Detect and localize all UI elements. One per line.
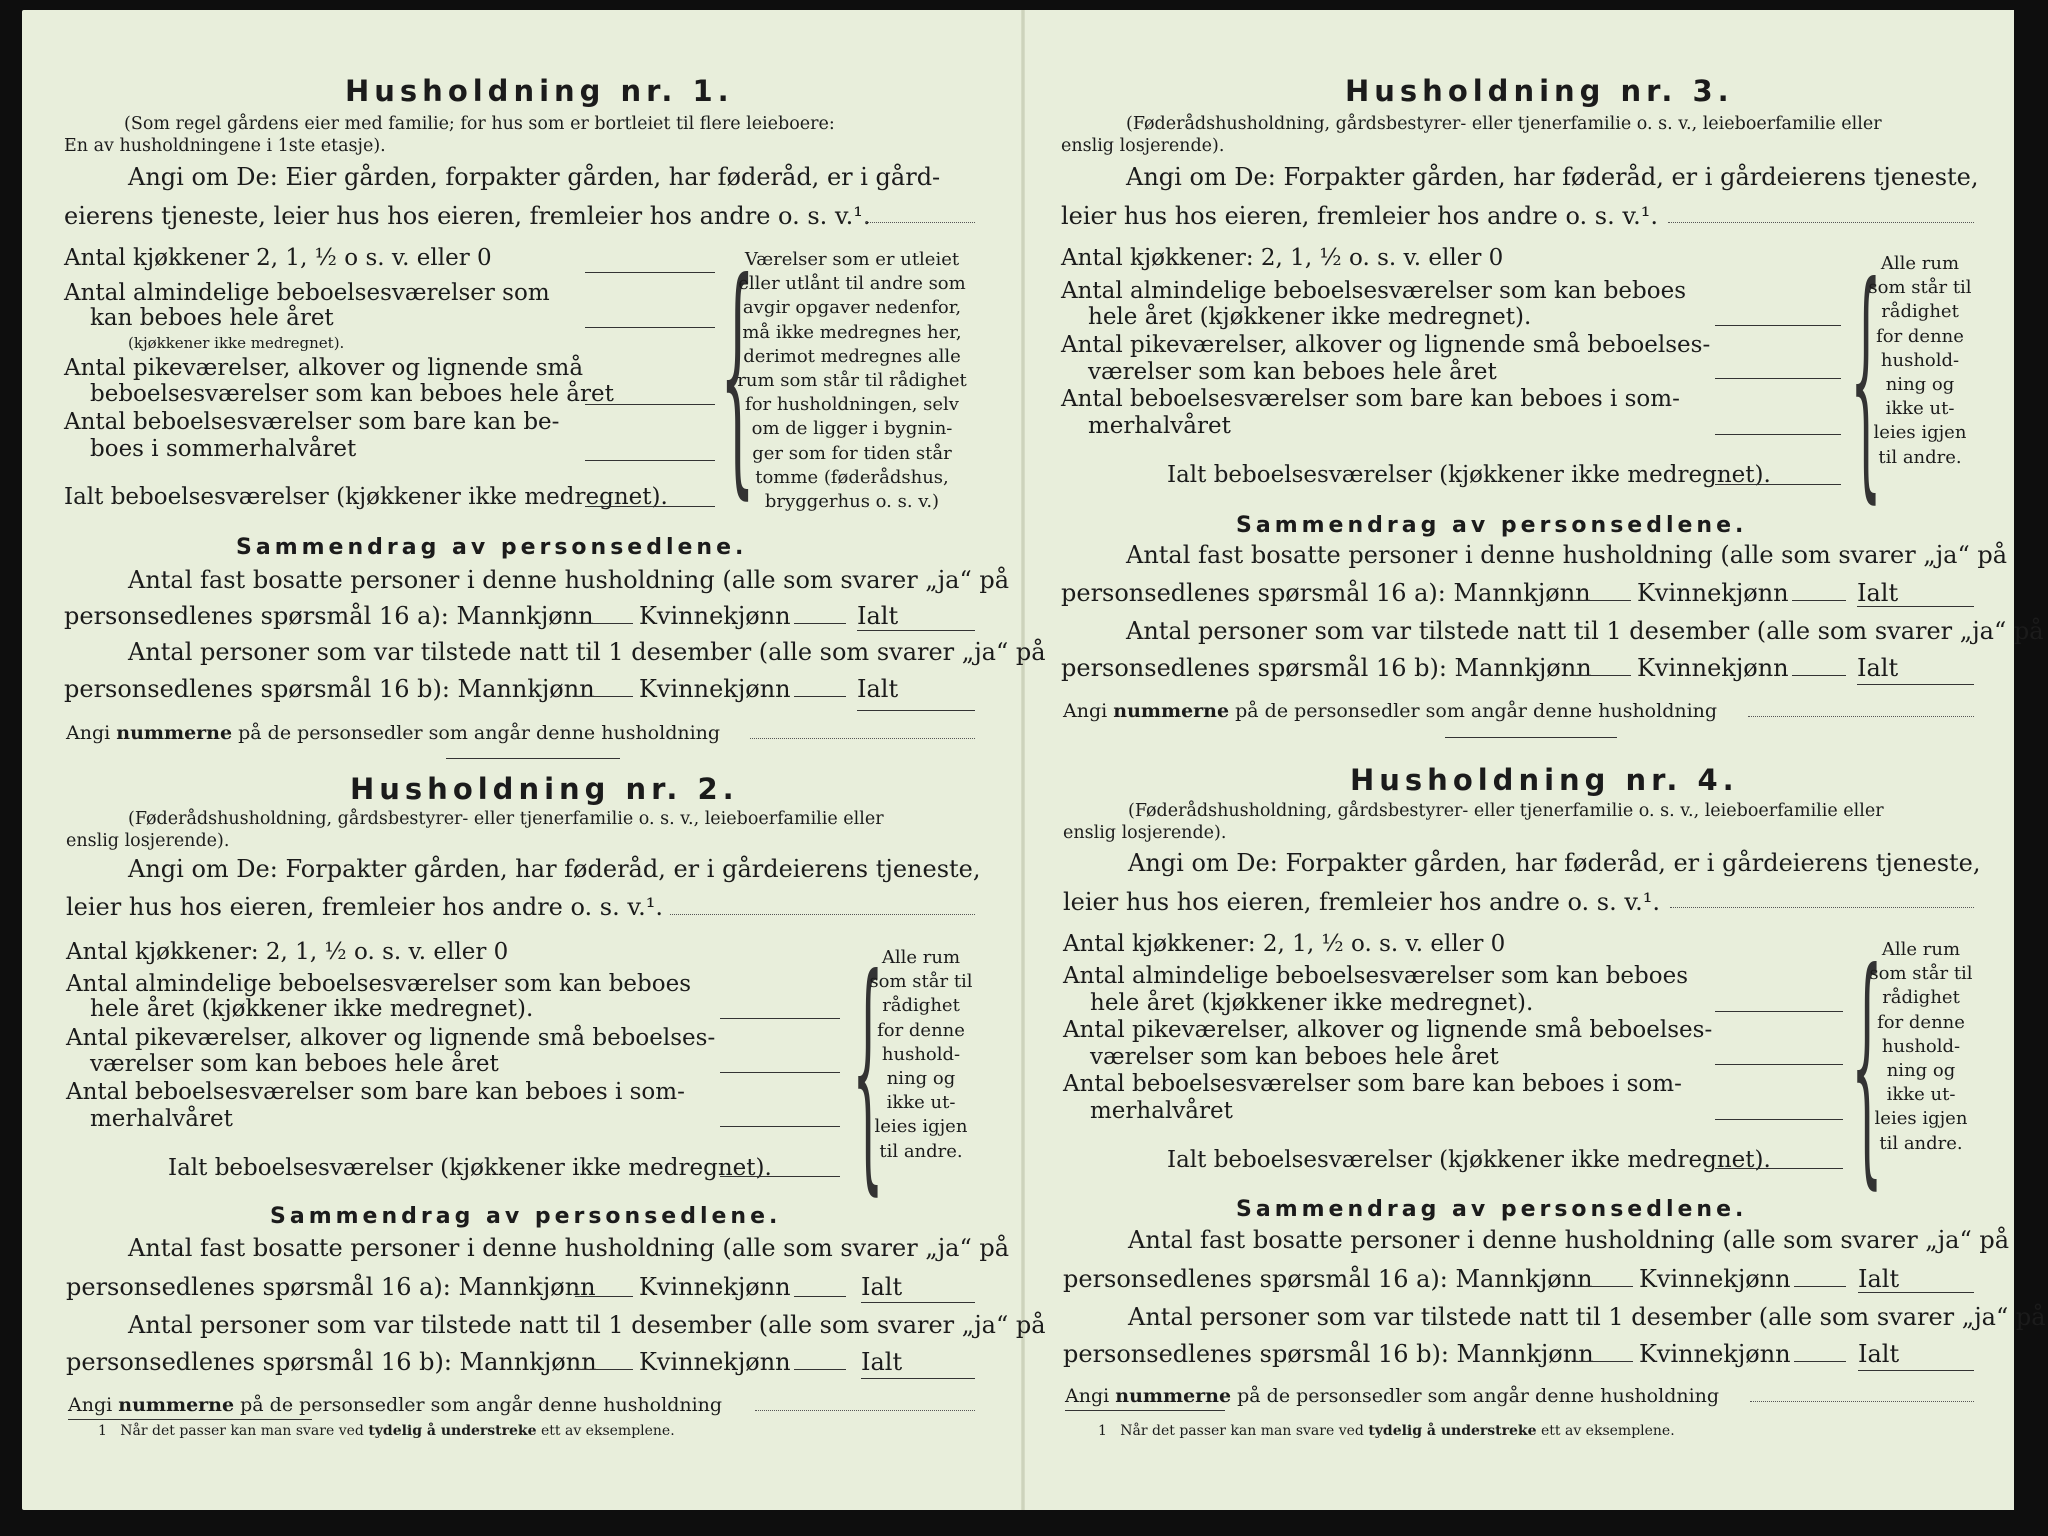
household-3-total-field[interactable] [1715,484,1841,485]
note-line: ning og [1886,1060,1956,1082]
household-3-summary-title: Sammendrag av personsedlene. [1236,513,1748,538]
household-1-kvinne-label-2: Kvinnekjønn [639,675,791,703]
note-line: om de ligger i bygnin- [751,418,953,440]
household-2-note [866,946,976,1164]
household-2-numbers-field[interactable] [755,1410,975,1411]
household-3-intro-cont: enslig losjerende). [1061,136,1225,156]
household-1-kitchens-label: Antal kjøkkener 2, 1, ½ o s. v. eller 0 [64,245,492,271]
household-4-maids-label: Antal pikeværelser, alkover og lignende små beboelses- [1063,1017,1713,1043]
household-2-kvinne-label-2: Kvinnekjønn [639,1348,791,1376]
household-2-footnote-rule [68,1419,312,1420]
household-4-present-male-field[interactable] [1575,1361,1633,1362]
household-2-title: Husholdning nr. 2. [350,772,739,806]
household-2-present-line1: Antal personer som var tilstede natt til 1 desember (alle som svarer „ja“ på [128,1311,1046,1339]
household-1-summer-label-cont: boes i sommerhalvåret [90,436,357,462]
household-1-intro: (Som regel gårdens eier med familie; for hus som er bortleiet til flere leieboere: [124,114,835,134]
household-2-ialt-label: Ialt [861,1273,903,1301]
household-3-present-female-field[interactable] [1792,675,1846,676]
angi-bold-text: nummerne [1115,1385,1232,1407]
household-1-present-line2: personsedlenes spørsmål 16 b): Mannkjønn [64,675,595,703]
household-2-kvinne-label: Kvinnekjønn [639,1273,791,1301]
household-2-present-line2: personsedlenes spørsmål 16 b): Mannkjønn [66,1348,597,1376]
note-line: for denne [1877,1011,1965,1033]
household-4-present-line1: Antal personer som var tilstede natt til 1 desember (alle som svarer „ja“ på [1128,1303,2046,1331]
household-1-present-line1: Antal personer som var tilstede natt til 1 desember (alle som svarer „ja“ på [128,638,1046,666]
household-1-ordinary-label-cont: kan beboes hele året [90,305,334,331]
household-3-angi-answer-line[interactable] [1668,222,1974,223]
household-4-kvinne-label-2: Kvinnekjønn [1639,1340,1791,1368]
angi-bold-text: nummerne [116,722,233,744]
note-line: Alle rum [881,947,961,968]
note-line: Alle rum [1881,939,1961,960]
footnote-marker: 1 [98,1423,107,1439]
household-1-fast-male-field[interactable] [575,623,633,624]
household-1-intro-cont: En av husholdningene i 1ste etasje). [64,136,386,156]
note-line: Alle rum [1880,253,1960,274]
household-4-summer-field[interactable] [1715,1119,1843,1120]
household-3-fast-line1: Antal fast bosatte personer i denne husholdning (alle som svarer „ja“ på [1126,541,2008,569]
note-line: leies igjen [1874,1108,1968,1130]
household-2-summer-field[interactable] [720,1126,840,1127]
household-1-total-field[interactable] [585,506,715,507]
household-3-present-male-field[interactable] [1573,675,1631,676]
note-line: tomme (føderådshus, [755,466,949,488]
household-4-present-line2: personsedlenes spørsmål 16 b): Mannkjønn [1063,1340,1594,1368]
household-2-fast-male-field[interactable] [575,1296,633,1297]
household-1-ialt-label: Ialt [857,602,899,630]
household-3-ordinary-label-cont: hele året (kjøkkener ikke medregnet). [1088,304,1532,330]
household-2-maids-label: Antal pikeværelser, alkover og lignende små beboelses- [66,1025,716,1051]
household-1-fast-line1: Antal fast bosatte personer i denne husholdning (alle som svarer „ja“ på [128,566,1010,594]
household-1-present-total-field[interactable] [857,710,975,711]
note-line: rådighet [1881,301,1959,323]
household-2-intro: (Føderådshusholdning, gårdsbestyrer- eller tjenerfamilie o. s. v., leieboerfamilie eller [128,809,884,829]
footnote-bold-text: tydelig å understreke [1368,1423,1537,1439]
note-line: ning og [1885,374,1955,396]
household-2-present-total-field[interactable] [861,1378,975,1379]
household-4-numbers-field[interactable] [1750,1401,1974,1402]
household-1-maids-label: Antal pikeværelser, alkover og lignende små [64,355,584,381]
household-3-ordinary-label: Antal almindelige beboelsesværelser som kan beboes [1061,278,1687,304]
household-2-angi-line1: Angi om De: Forpakter gården, har føderåd, er i gårdeierens tjeneste, [128,855,981,883]
footnote-marker: 1 [1098,1423,1107,1439]
household-4-ialt-label-2: Ialt [1858,1340,1900,1368]
footnote-bold-text: tydelig å understreke [368,1423,537,1439]
angi-text: Angi [68,1394,113,1416]
household-1-angi-line1: Angi om De: Eier gården, forpakter gården, har føderåd, er i gård- [128,163,941,191]
household-1-ordinary-label: Antal almindelige beboelsesværelser som [64,280,550,306]
household-2-angi-answer-line[interactable] [670,914,975,915]
angi-text: Angi [1063,700,1108,722]
household-2-summer-label: Antal beboelsesværelser som bare kan beboes i som- [66,1079,685,1105]
household-4-maids-field[interactable] [1715,1064,1843,1065]
household-2-fast-line1: Antal fast bosatte personer i denne husholdning (alle som svarer „ja“ på [128,1234,1010,1262]
household-3-summer-label: Antal beboelsesværelser som bare kan beboes i som- [1061,386,1680,412]
household-3-summer-label-cont: merhalvåret [1088,413,1231,439]
note-line: rum som står til rådighet [737,370,967,392]
household-4-angi-numbers [1065,1387,1719,1406]
household-4-summary-title: Sammendrag av personsedlene. [1236,1197,1748,1222]
angi-bold-text: nummerne [1113,700,1230,722]
household-2-fast-total-field[interactable] [861,1302,975,1303]
household-2-intro-cont: enslig losjerende). [66,831,230,851]
footnote-text: Når det passer kan man svare ved [1120,1423,1364,1439]
household-1-summer-label: Antal beboelsesværelser som bare kan be- [64,409,560,435]
household-3-ordinary-field[interactable] [1715,325,1841,326]
household-3-present-line1: Antal personer som var tilstede natt til 1 desember (alle som svarer „ja“ på [1126,617,2044,645]
household-1-angi-line2: eierens tjeneste, leier hus hos eieren, fremleier hos andre o. s. v.¹. [64,202,871,230]
household-4-angi-line2: leier hus hos eieren, fremleier hos andre o. s. v.¹. [1063,888,1660,916]
angi-text: på de personsedler som angår denne husholdning [240,1394,723,1416]
household-3-kitchens-label: Antal kjøkkener: 2, 1, ½ o. s. v. eller 0 [1061,245,1504,271]
household-3-angi-line2: leier hus hos eieren, fremleier hos andre o. s. v.¹. [1061,202,1658,230]
household-2-ordinary-label: Antal almindelige beboelsesværelser som kan beboes [66,971,692,997]
household-3-fast-female-field[interactable] [1792,600,1846,601]
household-1-fast-line2: personsedlenes spørsmål 16 a): Mannkjønn [64,602,594,630]
household-2-angi-numbers [68,1396,722,1415]
household-1-fast-female-field[interactable] [794,623,846,624]
footnote-text: ett av eksemplene. [1540,1423,1675,1439]
household-2-fast-female-field[interactable] [794,1296,846,1297]
household-3-ialt-label: Ialt [1857,579,1899,607]
household-2-summary-title: Sammendrag av personsedlene. [270,1204,782,1229]
household-1-brace: { [720,229,755,520]
household-3-ialt-label-2: Ialt [1857,654,1899,682]
note-line: til andre. [1878,446,1962,468]
household-1-fast-total-field[interactable] [857,630,975,631]
household-4-intro: (Føderådshusholdning, gårdsbestyrer- eller tjenerfamilie o. s. v., leieboerfamilie eller [1128,801,1884,821]
angi-text: på de personsedler som angår denne husholdning [1237,1385,1720,1407]
household-3-kvinne-label: Kvinnekjønn [1637,579,1789,607]
household-2-total-label: Ialt beboelsesværelser (kjøkkener ikke medregnet). [168,1155,772,1181]
note-line: ikke ut- [886,1092,956,1114]
note-line: som står til [1868,277,1972,299]
household-3-fast-line2: personsedlenes spørsmål 16 a): Mannkjønn [1061,579,1591,607]
note-line: Værelser som er utleiet [744,249,960,270]
household-1-angi-answer-line[interactable] [865,222,975,223]
household-3-fast-total-field[interactable] [1857,606,1974,607]
note-line: som står til [869,971,973,993]
angi-text: Angi [1065,1385,1110,1407]
note-line: rådighet [1882,987,1960,1009]
household-4-angi-answer-line[interactable] [1670,907,1974,908]
household-4-intro-cont: enslig losjerende). [1063,823,1227,843]
household-2-present-female-field[interactable] [794,1369,846,1370]
household-4-present-female-field[interactable] [1794,1361,1846,1362]
household-3-maids-field[interactable] [1715,378,1841,379]
household-2-total-field[interactable] [720,1176,840,1177]
note-line: for husholdningen, selv [745,394,959,416]
household-3-note [1865,252,1975,470]
household-2-summer-label-cont: merhalvåret [90,1106,233,1132]
household-4-fast-female-field[interactable] [1794,1286,1846,1287]
note-line: bryggerhus o. s. v.) [764,491,940,513]
household-4-brace: { [1851,919,1883,1210]
angi-bold-text: nummerne [118,1394,235,1416]
note-line: leies igjen [874,1116,968,1138]
note-line: leies igjen [1873,422,1967,444]
household-4-note [1866,938,1976,1156]
household-4-title: Husholdning nr. 4. [1350,763,1739,797]
note-line: til andre. [879,1140,963,1162]
household-2-ordinary-field[interactable] [720,1018,840,1019]
household-1-kitchens-field[interactable] [585,272,715,273]
household-4-maids-label-cont: værelser som kan beboes hele året [1090,1044,1499,1070]
angi-text: Angi [66,722,111,744]
household-1-summer-field[interactable] [585,460,715,461]
angi-text: på de personsedler som angår denne husholdning [1235,700,1718,722]
household-4-ialt-label: Ialt [1858,1265,1900,1293]
household-3-present-total-field[interactable] [1857,684,1974,685]
household-2-fast-line2: personsedlenes spørsmål 16 a): Mannkjønn [66,1273,596,1301]
footnote-text: Når det passer kan man svare ved [120,1423,364,1439]
household-1-ialt-label-2: Ialt [857,675,899,703]
household-1-summary-title: Sammendrag av personsedlene. [236,535,748,560]
household-3-maids-label-cont: værelser som kan beboes hele året [1088,359,1497,385]
household-3-summer-field[interactable] [1715,434,1841,435]
household-4-total-label: Ialt beboelsesværelser (kjøkkener ikke medregnet). [1167,1147,1771,1173]
household-1-divider [446,758,620,759]
page-gutter [1021,10,1025,1510]
household-2-brace: { [852,925,884,1216]
household-4-present-total-field[interactable] [1858,1370,1974,1371]
household-2-maids-field[interactable] [720,1072,840,1073]
note-line: hushold- [1880,349,1960,371]
household-1-kvinne-label: Kvinnekjønn [639,602,791,630]
household-4-fast-total-field[interactable] [1858,1292,1974,1293]
right-footnote [1098,1424,1675,1438]
note-line: ikke ut- [1886,1084,1956,1106]
note-line: for denne [877,1019,965,1041]
household-3-numbers-field[interactable] [1748,716,1974,717]
household-1-present-male-field[interactable] [575,696,633,697]
household-3-divider [1445,737,1617,738]
household-4-footnote-rule [1065,1410,1225,1411]
household-1-maids-label-cont: beboelsesværelser som kan beboes hele året [90,381,614,407]
household-4-summer-label: Antal beboelsesværelser som bare kan beboes i som- [1063,1071,1682,1097]
note-line: må ikke medregnes her, [742,321,962,343]
household-4-kitchens-label: Antal kjøkkener: 2, 1, ½ o. s. v. eller 0 [1063,931,1506,957]
note-line: som står til [1869,963,1973,985]
household-3-kvinne-label-2: Kvinnekjønn [1637,654,1789,682]
household-1-maids-field[interactable] [585,404,715,405]
household-4-ordinary-label: Antal almindelige beboelsesværelser som kan beboes [1063,963,1689,989]
household-4-kvinne-label: Kvinnekjønn [1639,1265,1791,1293]
household-1-title: Husholdning nr. 1. [345,74,734,108]
household-3-maids-label: Antal pikeværelser, alkover og lignende små beboelses- [1061,332,1711,358]
note-line: ikke ut- [1885,398,1955,420]
note-line: hushold- [881,1043,961,1065]
note-line: eller utlånt til andre som [738,273,966,295]
household-2-maids-label-cont: værelser som kan beboes hele året [90,1051,499,1077]
household-3-intro: (Føderådshusholdning, gårdsbestyrer- eller tjenerfamilie o. s. v., leieboerfamilie eller [1126,114,1882,134]
note-line: derimot medregnes alle [743,345,961,367]
angi-text: på de personsedler som angår denne husholdning [238,722,721,744]
household-3-angi-numbers [1063,702,1717,721]
household-3-present-line2: personsedlenes spørsmål 16 b): Mannkjønn [1061,654,1592,682]
household-3-angi-line1: Angi om De: Forpakter gården, har føderåd, er i gårdeierens tjeneste, [1126,163,1979,191]
left-footnote [98,1424,675,1438]
household-4-angi-line1: Angi om De: Forpakter gården, har føderåd, er i gårdeierens tjeneste, [1128,849,1981,877]
household-4-summer-label-cont: merhalvåret [1090,1098,1233,1124]
household-4-fast-line2: personsedlenes spørsmål 16 a): Mannkjønn [1063,1265,1593,1293]
household-2-kitchens-label: Antal kjøkkener: 2, 1, ½ o. s. v. eller 0 [66,939,509,965]
household-1-present-female-field[interactable] [794,696,846,697]
note-line: for denne [1876,325,1964,347]
household-3-title: Husholdning nr. 3. [1345,74,1734,108]
household-2-ordinary-label-cont: hele året (kjøkkener ikke medregnet). [90,996,534,1022]
household-2-present-male-field[interactable] [575,1369,633,1370]
household-2-angi-line2: leier hus hos eieren, fremleier hos andre o. s. v.¹. [66,893,663,921]
note-line: avgir opgaver nedenfor, [742,297,962,319]
note-line: hushold- [1881,1035,1961,1057]
household-3-fast-male-field[interactable] [1573,600,1631,601]
household-1-ordinary-note: (kjøkkener ikke medregnet). [128,334,345,352]
household-1-note [732,248,972,514]
note-line: ger som for tiden står [752,442,952,464]
household-4-fast-line1: Antal fast bosatte personer i denne husholdning (alle som svarer „ja“ på [1128,1226,2010,1254]
note-line: rådighet [882,995,960,1017]
household-4-fast-male-field[interactable] [1575,1286,1633,1287]
household-3-brace: { [1850,233,1882,524]
household-4-ordinary-label-cont: hele året (kjøkkener ikke medregnet). [1090,990,1534,1016]
household-1-ordinary-field[interactable] [585,327,715,328]
household-3-total-label: Ialt beboelsesværelser (kjøkkener ikke medregnet). [1167,462,1771,488]
footnote-text: ett av eksemplene. [540,1423,675,1439]
household-4-ordinary-field[interactable] [1715,1011,1843,1012]
household-4-total-field[interactable] [1715,1168,1843,1169]
note-line: til andre. [1879,1132,1963,1154]
household-1-total-label: Ialt beboelsesværelser (kjøkkener ikke medregnet). [64,484,668,510]
household-1-numbers-field[interactable] [750,738,975,739]
note-line: ning og [886,1068,956,1090]
household-1-angi-numbers [66,724,720,743]
household-2-ialt-label-2: Ialt [861,1348,903,1376]
